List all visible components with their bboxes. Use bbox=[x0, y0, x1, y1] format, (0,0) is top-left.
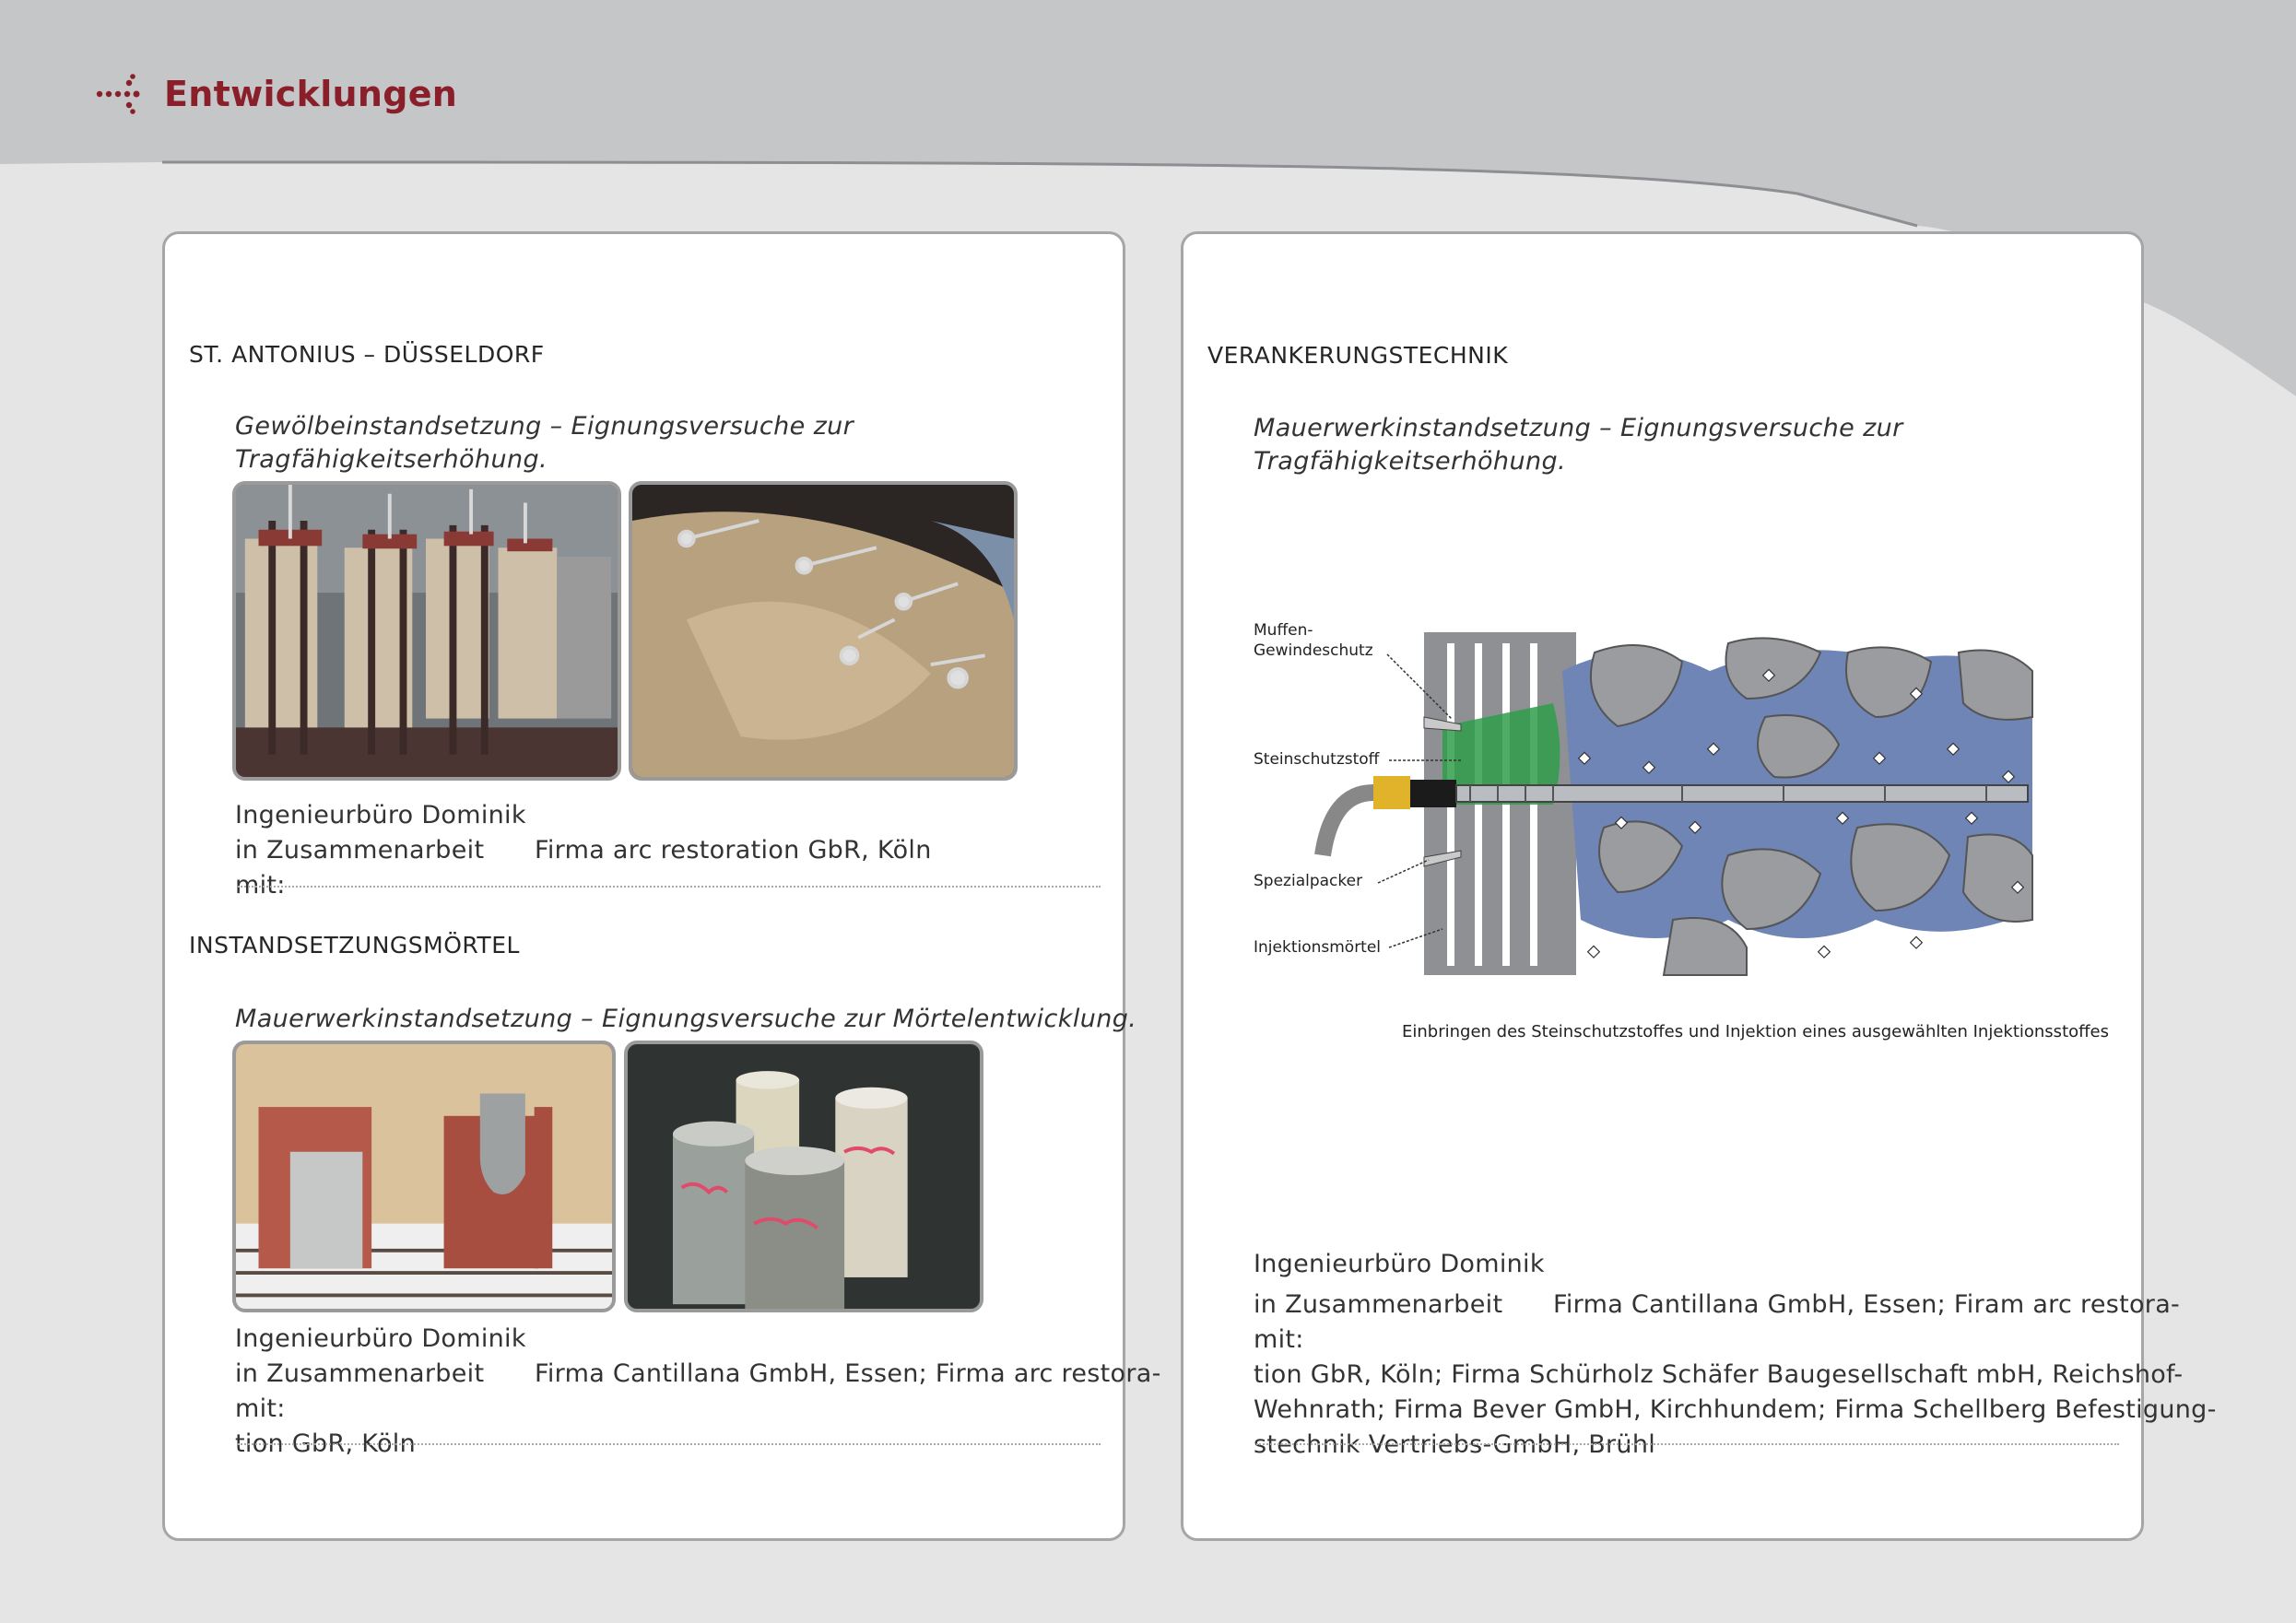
section-subtitle: Mauerwerkinstandsetzung – Eignungsversuche zur Mörtelentwicklung. bbox=[235, 1005, 1137, 1033]
anchoring-diagram bbox=[1249, 616, 2060, 984]
section-heading-instandsetzungsmoertel: INSTANDSETZUNGSMÖRTEL bbox=[189, 932, 520, 959]
subtitle-line: Gewölbeinstandsetzung – Eignungsversuche zur bbox=[235, 412, 854, 441]
credit-continuation: Wehnrath; Firma Bever GmbH, Kirchhundem; Firma Schellberg Befestigung- bbox=[1254, 1395, 2217, 1424]
photo-brick-samples bbox=[232, 1041, 616, 1312]
credit-block bbox=[235, 1322, 1161, 1462]
credit-office: Ingenieurbüro Dominik bbox=[1254, 1250, 1545, 1278]
label-muffen-gewindeschutz bbox=[1254, 620, 1373, 661]
credit-partner: Firma arc restoration GbR, Köln bbox=[535, 836, 932, 864]
photo-test-specimens bbox=[232, 481, 621, 781]
subtitle-line: Tragfähigkeitserhöhung. bbox=[1254, 447, 1566, 476]
label-steinschutzstoff: Steinschutzstoff bbox=[1254, 750, 1380, 769]
credit-label: in Zusammenarbeit mit: bbox=[1254, 1290, 1503, 1354]
credit-office: Ingenieurbüro Dominik bbox=[235, 1324, 526, 1353]
section-subtitle bbox=[235, 410, 854, 476]
label-injektionsmoertel: Injektionsmörtel bbox=[1254, 938, 1382, 957]
section-title bbox=[96, 72, 457, 116]
credit-continuation: tion GbR, Köln bbox=[235, 1429, 416, 1458]
credit-row bbox=[235, 1357, 1161, 1427]
dotted-arrow-icon bbox=[96, 74, 151, 114]
credit-continuation: tion GbR, Köln; Firma Schürholz Schäfer Baugesellschaft mbH, Reichshof- bbox=[1254, 1360, 2184, 1389]
subtitle-line: Mauerwerkinstandsetzung – Eignungsversuche zur bbox=[1254, 414, 1903, 442]
credit-row bbox=[1254, 1288, 2217, 1358]
subtitle-line: Tragfähigkeitserhöhung. bbox=[235, 445, 548, 474]
credit-continuation: stechnik Vertriebs-GmbH, Brühl bbox=[1254, 1430, 1656, 1459]
photo-vault-anchors bbox=[629, 481, 1018, 781]
credit-office: Ingenieurbüro Dominik bbox=[235, 801, 526, 829]
diagram-caption: Einbringen des Steinschutzstoffes und Injektion eines ausgewählten Injektionsstoffes bbox=[1402, 1022, 2109, 1041]
credit-block bbox=[1254, 1247, 2217, 1463]
section-heading-verankerungstechnik: VERANKERUNGSTECHNIK bbox=[1207, 342, 1509, 369]
label-line: Gewindeschutz bbox=[1254, 641, 1373, 660]
divider bbox=[238, 1443, 1101, 1445]
divider bbox=[1256, 1443, 2119, 1445]
credit-partner: Firma Cantillana GmbH, Essen; Firma arc restora- bbox=[535, 1359, 1161, 1388]
photo-mortar-cylinders bbox=[624, 1041, 983, 1312]
section-heading-st-antonius: ST. ANTONIUS – DÜSSELDORF bbox=[189, 341, 545, 368]
credit-label: in Zusammenarbeit mit: bbox=[235, 1359, 485, 1423]
divider bbox=[238, 886, 1101, 888]
label-line: Muffen- bbox=[1254, 621, 1313, 640]
label-spezialpacker: Spezialpacker bbox=[1254, 872, 1363, 890]
credit-row bbox=[235, 833, 932, 903]
page-title: Entwicklungen bbox=[164, 74, 458, 114]
credit-label: in Zusammenarbeit mit: bbox=[235, 836, 485, 900]
credit-partner: Firma Cantillana GmbH, Essen; Firam arc restora- bbox=[1553, 1290, 2181, 1319]
section-subtitle bbox=[1254, 412, 1903, 478]
